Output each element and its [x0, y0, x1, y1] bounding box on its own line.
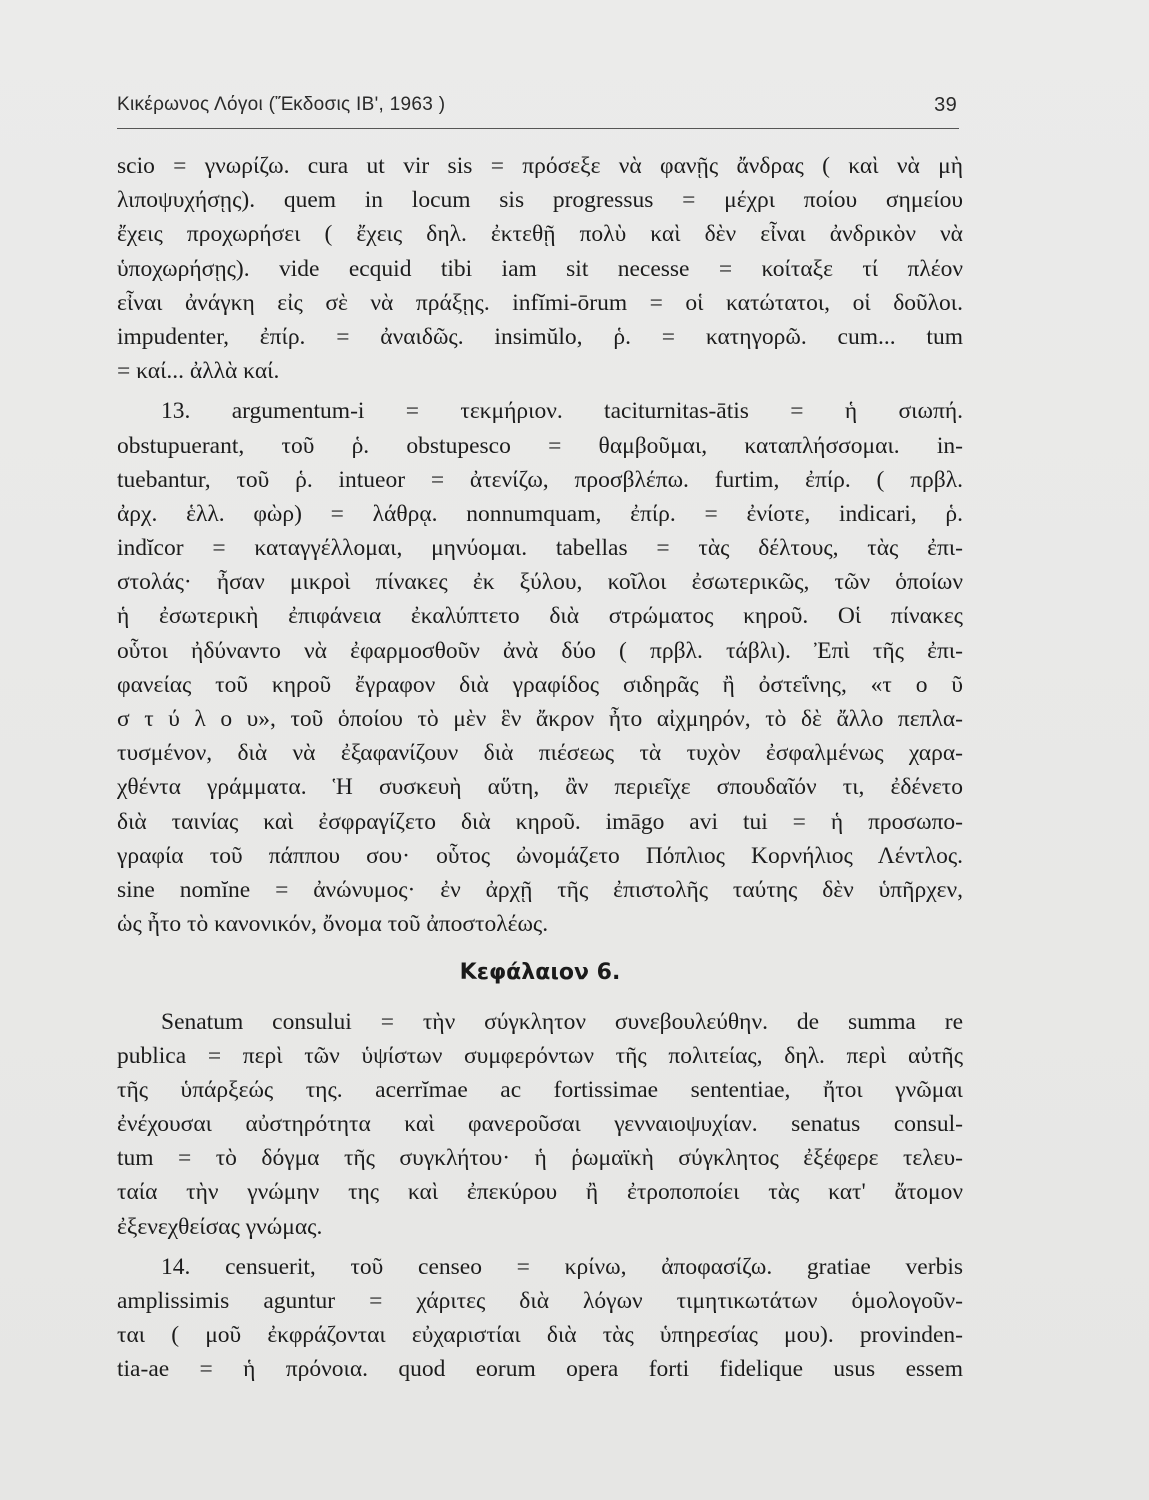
text-line: 13. argumentum-i = τεκμήριον. taciturnitas-ātis = ἡ σιωπή.: [161, 398, 963, 425]
text-line: τυσμένον, διὰ νὰ ἐξαφανίζουν διὰ πιέσεως τὰ τυχὸν ἐσφαλμένως χαρα-: [117, 740, 963, 767]
running-header: [117, 92, 959, 122]
text-line: τῆς ὑπάρξεώς της. acerrĭmae ac fortissimae sententiae, ἤτοι γνῶμαι: [117, 1076, 963, 1103]
text-line: οὗτοι ἠδύναντο νὰ ἐφαρμοσθοῦν ἀνὰ δύο ( πρβλ. τάβλι). Ἐπὶ τῆς ἐπι-: [117, 637, 963, 664]
text-line: = καί... ἀλλὰ καί.: [117, 358, 280, 385]
text-line: impudenter, ἐπίρ. = ἀναιδῶς. insimŭlo, ῥ. = κατηγορῶ. cum... tum: [117, 323, 963, 350]
text-line: γραφία τοῦ πάππου σου· οὗτος ὠνομάζετο Πόπλιος Κορνήλιος Λέντλος.: [117, 842, 963, 869]
text-line: tum = τὸ δόγμα τῆς συγκλήτου· ἡ ῥωμαϊκὴ σύγκλητος ἐξέφερε τελευ-: [117, 1145, 963, 1172]
text-line: publica = περὶ τῶν ὑψίστων συμφερόντων τῆς πολιτείας, δηλ. περὶ αὐτῆς: [117, 1042, 963, 1069]
text-line: sine nomĭne = ἀνώνυμος· ἐν ἀρχῇ τῆς ἐπιστολῆς ταύτης δὲν ὑπῆρχεν,: [117, 876, 963, 903]
header-title: Κικέρωνος Λόγοι (Ἔκδοσις ΙΒ', 1963 ): [117, 94, 446, 115]
text-line: indĭcor = καταγγέλλομαι, μηνύομαι. tabellas = τὰς δέλτους, τὰς ἐπι-: [117, 535, 963, 562]
text-line: χθέντα γράμματα. Ἡ συσκευὴ αὕτη, ἂν περιεῖχε σπουδαῖόν τι, ἐδένετο: [117, 774, 963, 801]
text-line: ὡς ἦτο τὸ κανονικόν, ὄνομα τοῦ ἀποστολέως.: [117, 911, 549, 938]
text-line: Senatum consului = τὴν σύγκλητον συνεβουλεύθην. de summa re: [161, 1008, 963, 1035]
text-line: ἐξενεχθείσας γνώμας.: [117, 1213, 323, 1240]
text-line: obstupuerant, τοῦ ῥ. obstupesco = θαμβοῦμαι, καταπλήσσομαι. in-: [117, 432, 963, 459]
text-line: φανείας τοῦ κηροῦ ἔγραφον διὰ γραφίδος σιδηρᾶς ἢ ὀστεΐνης, «τ ο ῦ: [117, 671, 963, 698]
text-line: ταία τὴν γνώμην της καὶ ἐπεκύρου ἢ ἐτροποποίει τὰς κατ' ἄτομον: [117, 1179, 963, 1206]
text-line: σ τ ύ λ ο υ», τοῦ ὁποίου τὸ μὲν ἓν ἄκρον ἦτο αἰχμηρόν, τὸ δὲ ἄλλο πεπλα-: [117, 706, 963, 732]
text-line: ται ( μοῦ ἐκφράζονται εὐχαριστίαι διὰ τὰς ὑπηρεσίας μου). provinden-: [117, 1322, 963, 1349]
text-line: ὑποχωρήσῃς). vide ecquid tibi iam sit necesse = κοίταξε τί πλέον: [117, 255, 963, 282]
text-line: ἐνέχουσαι αὐστηρότητα καὶ φανεροῦσαι γενναιοψυχίαν. senatus consul-: [117, 1111, 963, 1138]
text-line: εἶναι ἀνάγκη εἰς σὲ νὰ πράξῃς. infĭmi-ōrum = οἱ κατώτατοι, οἱ δοῦλοι.: [117, 289, 963, 316]
text-line: tuebantur, τοῦ ῥ. intueor = ἀτενίζω, προσβλέπω. furtim, ἐπίρ. ( πρβλ.: [117, 466, 963, 493]
text-line: λιποψυχήσῃς). quem in locum sis progressus = μέχρι ποίου σημείου: [117, 187, 963, 214]
text-line: tia-ae = ἡ πρόνοια. quod eorum opera forti fidelique usus essem: [117, 1356, 963, 1383]
text-line: ἔχεις προχωρήσει ( ἔχεις δηλ. ἐκτεθῇ πολὺ καὶ δὲν εἶναι ἀνδρικὸν νὰ: [117, 221, 963, 248]
text-line: scio = γνωρίζω. cura ut vir sis = πρόσεξε νὰ φανῇς ἄνδρας ( καὶ νὰ μὴ: [117, 153, 963, 179]
text-line: διὰ ταινίας καὶ ἐσφραγίζετο διὰ κηροῦ. imāgo avi tui = ἡ προσωπο-: [117, 808, 963, 835]
chapter-heading: Κεφάλαιον 6.: [459, 960, 621, 986]
header-rule: [117, 128, 959, 129]
text-line: amplissimis aguntur = χάριτες διὰ λόγων τιμητικωτάτων ὁμολογοῦν-: [117, 1288, 963, 1314]
text-line: ἀρχ. ἑλλ. φὼρ) = λάθρᾳ. nonnumquam, ἐπίρ. = ἐνίοτε, indicari, ῥ.: [117, 500, 963, 527]
text-line: 14. censuerit, τοῦ censeo = κρίνω, ἀποφασίζω. gratiae verbis: [161, 1253, 963, 1280]
text-line: στολάς· ἦσαν μικροὶ πίνακες ἐκ ξύλου, κοῖλοι ἐσωτερικῶς, τῶν ὁποίων: [117, 569, 963, 596]
text-line: ἡ ἐσωτερικὴ ἐπιφάνεια ἐκαλύπτετο διὰ στρώματος κηροῦ. Οἱ πίνακες: [117, 603, 963, 630]
page-number: 39: [934, 94, 957, 116]
body-text: [117, 149, 963, 1387]
